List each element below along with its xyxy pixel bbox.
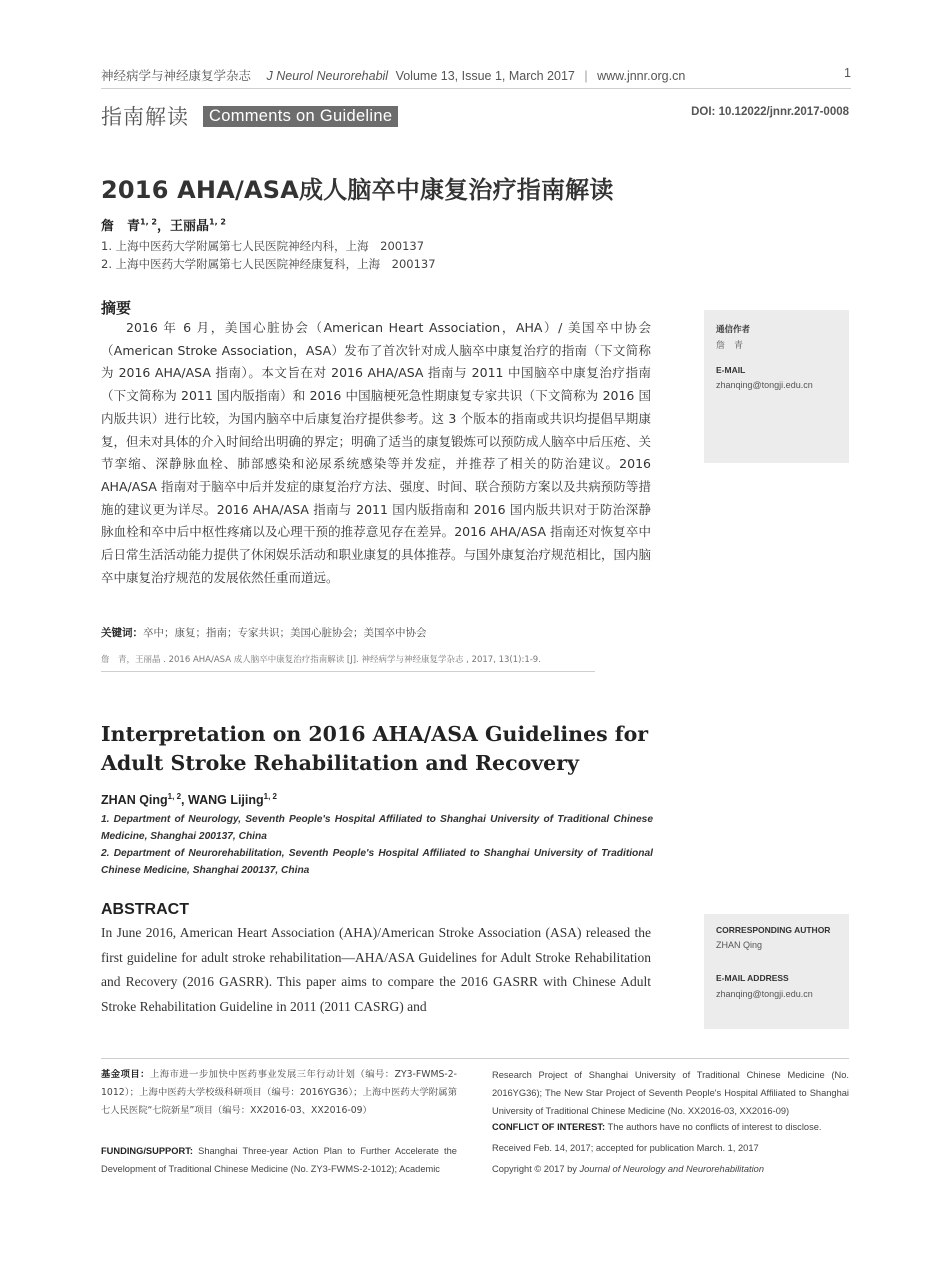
copyright-prefix: Copyright © 2017 by bbox=[492, 1164, 577, 1174]
author-affil-sup: 1, 2 bbox=[209, 217, 226, 227]
author-separator: , bbox=[181, 793, 188, 808]
conflict-text: The authors have no conflicts of interest to disclose. bbox=[607, 1122, 822, 1132]
funding-cn-text: 上海市进一步加快中医药事业发展三年行动计划（编号：ZY3-FWMS-2-1012）；上海中医药大学校级科研项目（编号：2016YG36）；上海中医药大学附属第七人民医院“七院新星”项目（编号：XX2016-03、XX2016-09） bbox=[101, 1069, 457, 1116]
volume-issue: Volume 13, Issue 1, March 2017 bbox=[395, 69, 575, 83]
corresponding-author-box-cn bbox=[704, 310, 849, 463]
corresponding-author-box-en bbox=[704, 914, 849, 1029]
copyright-journal: Journal of Neurology and Neurorehabilitation bbox=[579, 1164, 764, 1174]
author-affil-sup: 1, 2 bbox=[140, 217, 157, 227]
journal-website[interactable]: www.jnnr.org.cn bbox=[597, 69, 686, 83]
author-separator: ， bbox=[156, 219, 170, 234]
keywords-label: 关键词： bbox=[101, 627, 143, 639]
email-label: E-MAIL ADDRESS bbox=[716, 973, 789, 983]
conflict-label: CONFLICT OF INTEREST: bbox=[492, 1122, 606, 1132]
article-title-cn: 2016 AHA/ASA成人脑卒中康复治疗指南解读 bbox=[101, 176, 614, 204]
funding-en-label: FUNDING/SUPPORT: bbox=[101, 1146, 193, 1156]
funding-en bbox=[101, 1142, 457, 1178]
author-affil-sup: 1, 2 bbox=[167, 792, 182, 801]
affiliation-cn: 1. 上海中医药大学附属第七人民医院神经内科，上海 200137 bbox=[101, 239, 425, 253]
doi[interactable]: DOI: 10.12022/jnnr.2017-0008 bbox=[691, 106, 849, 118]
funding-cn-label: 基金项目： bbox=[101, 1069, 150, 1080]
author-name: ZHAN Qing bbox=[101, 793, 168, 808]
email-address[interactable]: zhanqing@tongji.edu.cn bbox=[716, 989, 813, 999]
section-label-cn: 指南解读 bbox=[101, 105, 189, 129]
author-name: 王丽晶 bbox=[170, 219, 210, 234]
abstract-heading-cn: 摘要 bbox=[101, 299, 132, 317]
affiliation-en: 2. Department of Neurorehabilitation, Seventh People's Hospital Affiliated to Shanghai University of Traditional Chinese Medicine, Shanghai 200137, China bbox=[101, 848, 653, 876]
citation-line: 詹 青，王丽晶 . 2016 AHA/ASA 成人脑卒中康复治疗指南解读 [J]. 神经病学与神经康复学杂志 , 2017, 13(1):1-9. bbox=[101, 655, 541, 665]
authors-cn bbox=[101, 215, 226, 234]
keywords-list: 卒中；康复；指南；专家共识；美国心脏协会；美国卒中协会 bbox=[143, 627, 427, 639]
corresponding-author-name: 詹 青 bbox=[716, 340, 744, 350]
author-name: 詹 青 bbox=[101, 219, 141, 234]
keywords-cn bbox=[101, 625, 427, 640]
abstract-heading-en: ABSTRACT bbox=[101, 901, 189, 918]
abstract-body-cn: 2016 年 6 月，美国心脏协会（American Heart Association，AHA）/ 美国卒中协会（American Stroke Association，ASA）发布了首次针对成人脑卒中康复治疗的指南（下文简称为 2016 AHA/ASA 指南）。本文旨在对 2016 AHA/ASA 指南与 2011 中国脑卒中康复治疗指南（下文简称为 2011 国内版指南）和 2016 中国脑梗死急性期康复专家共识（下文简称为 2016 国内版共识）进行比较，为国内脑卒中后康复治疗提供参考。这 3 个版本的指南或共识均提倡早期康复，但未对具体的介入时间给出明确的界定；明确了适当的康复锻炼可以预防成人脑卒中后压疮、关节挛缩、深静脉血栓、肺部感染和泌尿系统感染等并发症，并推荐了相关的防治建议。2016 AHA/ASA 指南对于脑卒中后并发症的康复治疗方法、强度、时间、联合预防方案以及共病预防等措施的建议更为详尽。2016 AHA/ASA 指南与 2011 国内版指南和 2016 国内版共识对于防治深静脉血栓和卒中后中枢性疼痛以及心理干预的推荐意见存在差异。2016 AHA/ASA 指南还对恢复卒中后日常生活活动能力提供了休闲娱乐活动和职业康复的具体推荐。与国外康复治疗规范相比，国内脑卒中康复治疗规范的发展依然任重而道远。 bbox=[101, 320, 652, 585]
affiliation-cn: 2. 上海中医药大学附属第七人民医院神经康复科，上海 200137 bbox=[101, 257, 436, 271]
funding-en-text: Shanghai Three-year Action Plan to Further Accelerate the Development of Traditional Chinese Medicine (No. ZY3-FWMS-2-1012); Academic bbox=[101, 1146, 457, 1174]
affiliation-en: 1. Department of Neurology, Seventh People's Hospital Affiliated to Shanghai University of Traditional Chinese Medicine, Shanghai 200137, China bbox=[101, 814, 653, 842]
corresponding-author-name: ZHAN Qing bbox=[716, 940, 763, 950]
abstract-body-en: In June 2016, American Heart Association (AHA)/American Stroke Association (ASA) released the first guideline for adult stroke rehabilitation—AHA/ASA Guidelines for Adult Stroke Rehabilitation and Recovery (2016 GASRR). This paper aims to compare the 2016 GASRR with Chinese Adult Stroke Rehabilitation Guideline in 2011 (2011 CASRG) and bbox=[101, 925, 651, 1014]
page-number: 1 bbox=[844, 66, 851, 80]
corresponding-author-label: CORRESPONDING AUTHOR bbox=[716, 925, 831, 935]
section-label-en: Comments on Guideline bbox=[203, 106, 398, 127]
journal-name-cn: 神经病学与神经康复学杂志 bbox=[101, 69, 252, 83]
author-affil-sup: 1, 2 bbox=[263, 792, 277, 801]
authors-en bbox=[101, 792, 277, 807]
journal-abbrev: J Neurol Neurorehabil bbox=[266, 69, 389, 83]
funding-cn bbox=[101, 1066, 457, 1120]
article-title-en: Interpretation on 2016 AHA/ASA Guidelines for Adult Stroke Rehabilitation and Recovery bbox=[101, 722, 649, 775]
header-separator: | bbox=[584, 69, 588, 83]
email-address[interactable]: zhanqing@tongji.edu.cn bbox=[716, 380, 813, 390]
running-header bbox=[101, 66, 851, 84]
citation-divider bbox=[101, 671, 595, 672]
header-divider bbox=[101, 88, 851, 89]
received-dates: Received Feb. 14, 2017; accepted for publication March. 1, 2017 bbox=[492, 1143, 759, 1153]
email-label: E-MAIL bbox=[716, 365, 746, 375]
corresponding-author-label: 通信作者 bbox=[716, 324, 751, 334]
conflict-of-interest bbox=[492, 1118, 849, 1136]
funding-en-continued: Research Project of Shanghai University of Traditional Chinese Medicine (No. 2016YG36); The New Star Project of Seventh People's Hospital Affiliated to Shanghai University of Traditional Chinese Medicine (No. XX2016-03, XX2016-09) bbox=[492, 1070, 849, 1116]
copyright bbox=[492, 1160, 849, 1178]
author-name: WANG Lijing bbox=[187, 793, 264, 808]
footer-divider bbox=[101, 1058, 849, 1059]
